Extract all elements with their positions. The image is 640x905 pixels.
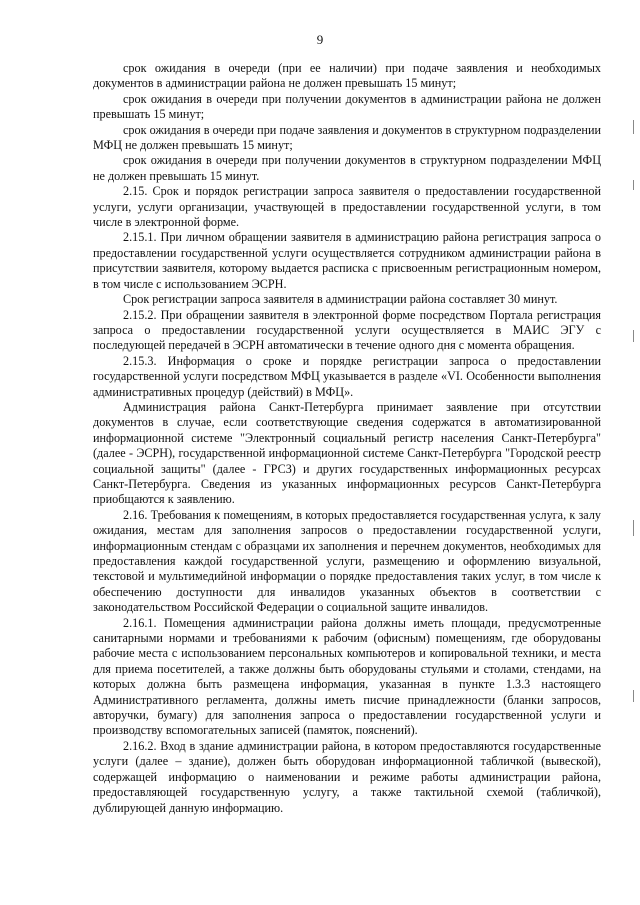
paragraph: 2.16. Требования к помещениям, в которых предоставляется государственная услуга, к залу ожидания, местам для заполнения запросов о предоставлении государственной услуги, информационным стендам с образцами их заполнения и перечнем документов, необходимых для предоставления каждой государственной услуги, размещению и оформлению визуальной, текстовой и мультимедийной информации о порядке предоставления таких услуг, в том числе к обеспечению доступности для инвалидов указанных объектов в соответствии с законодательством Российской Федерации о социальной защите инвалидов. [93,507,601,615]
paragraph: 2.15.1. При личном обращении заявителя в администрацию района регистрация запроса о предоставлении государственной услуги осуществляется сотрудником администрации района в присутствии заявителя, которому выдается расписка с присвоенным регистрационным номером, в том числе с использованием ЭСРН. [93,230,601,291]
paragraph: 2.16.2. Вход в здание администрации района, в котором предоставляются государственные услуги (далее – здание), должен быть оборудован информационной табличкой (вывеской), содержащей информацию о наименовании и режиме работы администрации района, предоставляющей государственную услугу, а также тактильной схемой (табличкой), дублирующей данную информацию. [93,738,601,815]
paragraph: срок ожидания в очереди при подаче заявления и документов в структурном подразделении МФЦ не должен превышать 15 минут; [93,122,601,153]
paragraph: Срок регистрации запроса заявителя в администрации района составляет 30 минут. [123,292,558,307]
document-body [93,61,601,816]
page-number: 9 [316,32,324,47]
scan-edge-mark [633,180,634,190]
paragraph: 2.15.2. При обращении заявителя в электронной форме посредством Портала регистрация запроса о предоставлении государственной услуги осуществляется в МАИС ЭГУ с последующей передачей в ЭСРН автоматически в течение одного дня с момента обращения. [93,307,601,353]
paragraph: 2.15.3. Информация о сроке и порядке регистрации запроса о предоставлении государственной услуги посредством МФЦ указывается в разделе «VI. Особенности выполнения административных процедур (действий) в МФЦ». [93,353,601,399]
paragraph: 2.16.1. Помещения администрации района должны иметь площади, предусмотренные санитарными нормами и требованиями к рабочим (офисным) помещениям, где оборудованы рабочие места с использованием персональных компьютеров и копировальной техники, и места для приема посетителей, а также должны быть оборудованы стульями и столами, стендами, на которых должна быть размещена информация, указанная в пункте 1.3.3 настоящего Административного регламента, должны иметь писчие принадлежности (бланки запросов, авторучки, бумагу) для заполнения запроса о предоставлении государственной услуги и производству вспомогательных записей (памяток, пояснений). [93,615,601,738]
scan-edge-mark [633,520,634,536]
paragraph: Администрация района Санкт-Петербурга принимает заявление при отсутствии документов в случае, если соответствующие сведения содержатся в автоматизированной информационной системе "Электронный социальный регистр населения Санкт-Петербурга" (далее - ЭСРН), государственной информационной системе Санкт-Петербурга "Городской реестр социальной защиты" (далее - ГРСЗ) и других государственных информационных ресурсах Санкт-Петербурга. Сведения из указанных информационных ресурсов Санкт-Петербурга приобщаются к заявлению. [93,399,601,507]
paragraph: срок ожидания в очереди при получении документов в администрации района не должен превышать 15 минут; [93,91,601,122]
paragraph: срок ожидания в очереди при получении документов в структурном подразделении МФЦ не должен превышать 15 минут. [93,153,601,183]
scan-edge-mark [633,690,634,702]
paragraph: 2.15. Срок и порядок регистрации запроса заявителя о предоставлении государственной услуги, услуги организации, участвующей в предоставлении государственной услуги, в том числе в электронной форме. [93,184,601,230]
paragraph: срок ожидания в очереди (при ее наличии) при подаче заявления и необходимых документов в администрации района не должен превышать 15 минут; [93,61,601,91]
scan-edge-mark [633,330,634,342]
scan-edge-mark [633,120,634,134]
